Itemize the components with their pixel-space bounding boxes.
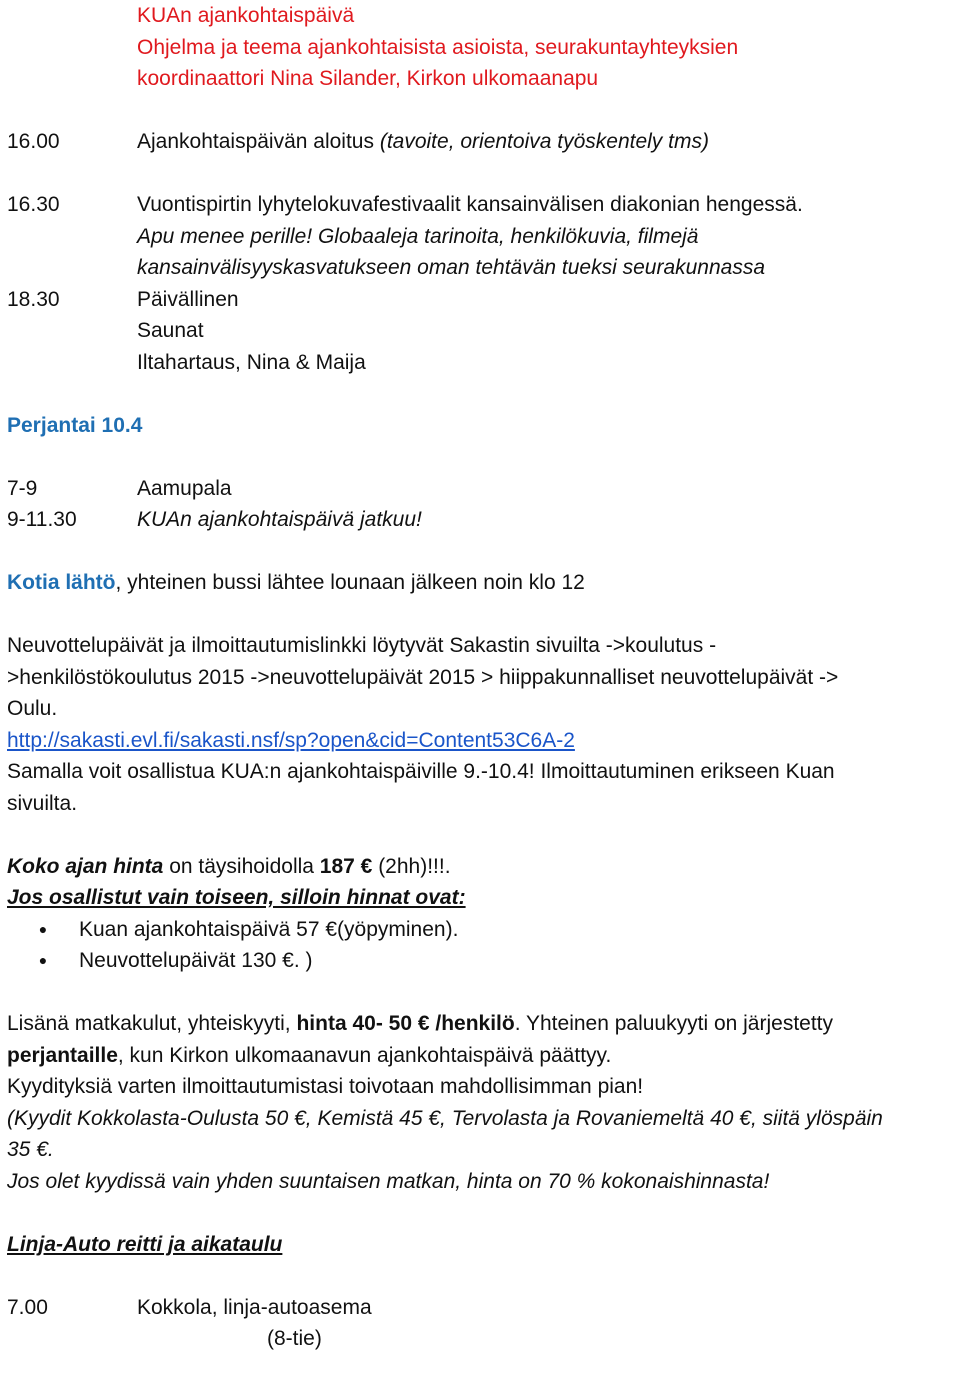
bullet-icon: ● (38, 920, 48, 937)
bus-stop (7, 1292, 957, 1324)
price-list (7, 914, 957, 977)
schedule-text: Ajankohtaispäivän aloitus (tavoite, orientoiva työskentely tms) (137, 130, 709, 153)
schedule-item (7, 284, 957, 379)
schedule-item (7, 504, 957, 536)
departure-label: Kotia lähtö (7, 571, 116, 594)
friday-heading: Perjantai 10.4 (7, 413, 143, 437)
schedule-time: 7-9 (7, 476, 38, 500)
schedule-text: Aamupala (137, 476, 232, 500)
registration-paragraph: Neuvottelupäivät ja ilmoittautumislinkki löytyvät Sakastin sivuilta ->koulutus - >henkilöstökoulutus 2015 ->neuvottelupäivät 2015 > hiippakunnalliset neuvottelupäivät -> Oulu. http://sakasti.evl.fi/sakasti.nsf/sp?open&cid=Content53C6A-2 Samalla voit osallistua KUA:n ajankohtaispäiville 9.-10.4! Ilmoittautuminen erikseen Kuan sivuilta. (7, 634, 839, 815)
schedule-text: Vuontispirtin lyhytelokuvafestivaalit kansainvälisen diakonian hengessä. Apu menee perille! Globaaleja tarinoita, henkilökuvia, filmejä kansainvälisyyskasvatukseen oman tehtävän tueksi seurakunnassa (137, 193, 803, 279)
schedule-item (7, 126, 957, 158)
bus-place: Kokkola, linja-autoasema (137, 1295, 372, 1319)
price-amount: 187 € (319, 854, 373, 878)
bus-heading: Linja-Auto reitti ja aikataulu (7, 1232, 283, 1256)
document-page (7, 0, 957, 1355)
list-item: ● Neuvottelupäivät 130 €. ) (7, 945, 957, 977)
program-header (7, 0, 957, 95)
schedule-item (7, 189, 957, 284)
schedule-item (7, 473, 957, 505)
departure-paragraph: Kotia lähtö, yhteinen bussi lähtee lounaan jälkeen noin klo 12 (7, 571, 585, 594)
travel-paragraph: Lisänä matkakulut, yhteiskyyti, hinta 40- 50 € /henkilö. Yhteinen paluukyyti on järjestetty perjantaille, kun Kirkon ulkomaanavun ajankohtaispäivä päättyy. Kyydityksiä varten ilmoittautumistasi toivotaan mahdollisimman pian! (Kyydit Kokkolasta-Oulusta 50 €, Kemistä 45 €, Tervolasta ja Rovaniemeltä 40 €, siitä ylöspäin 35 €. Jos olet kyydissä vain yhden suuntaisen matkan, hinta on 70 % kokonaishinnasta! (7, 1012, 883, 1193)
header-line-3: koordinaattori Nina Silander, Kirkon ulkomaanapu (137, 67, 599, 90)
price-label: Koko ajan hinta (7, 854, 164, 878)
schedule-time: 16.00 (7, 130, 60, 153)
price-paragraph: Koko ajan hinta on täysihoidolla 187 € (2hh)!!!. (7, 854, 451, 878)
bus-time: 7.00 (7, 1295, 48, 1319)
header-title: KUAn ajankohtaispäivä (137, 4, 355, 27)
header-line-2: Ohjelma ja teema ajankohtaisista asioista, seurakuntayhteyksien (137, 35, 739, 59)
schedule-time: 18.30 (7, 287, 60, 311)
schedule-text: Päivällinen Saunat Iltahartaus, Nina & Maija (137, 287, 366, 374)
sakasti-link[interactable]: http://sakasti.evl.fi/sakasti.nsf/sp?open&cid=Content53C6A-2 (7, 728, 575, 752)
schedule-text: KUAn ajankohtaispäivä jatkuu! (137, 508, 422, 531)
schedule-time: 16.30 (7, 193, 60, 216)
bus-note: (8-tie) (267, 1327, 322, 1350)
bullet-icon: ● (38, 952, 48, 968)
partial-price-heading: Jos osallistut vain toiseen, silloin hinnat ovat: (7, 886, 466, 909)
schedule-time: 9-11.30 (7, 508, 77, 531)
travel-price: hinta 40- 50 € /henkilö (296, 1012, 515, 1035)
list-item: ● Kuan ajankohtaispäivä 57 €(yöpyminen). (7, 914, 957, 946)
